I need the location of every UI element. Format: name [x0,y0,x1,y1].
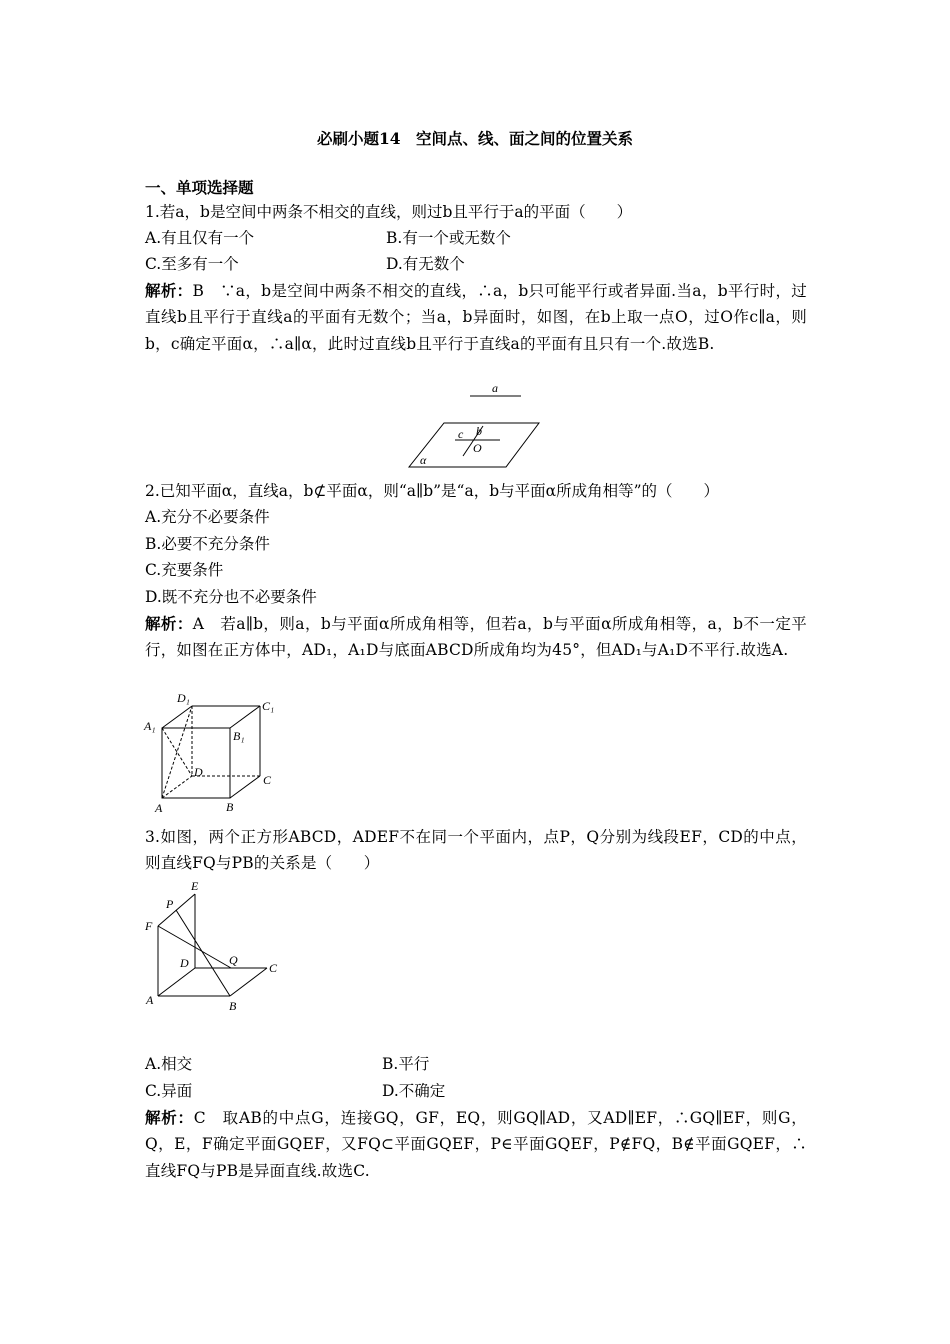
q3-figure [140,876,285,1018]
label-P: P [166,897,174,911]
label-alpha: α [420,453,427,467]
q3-solution-label: 解析： [145,1108,194,1127]
q1-option-a: A.有且仅有一个 [145,229,255,247]
label-Q: Q [229,953,238,967]
label-A: A [146,993,154,1007]
diagonal-A1D [162,728,192,776]
q1-option-d: D.有无数个 [386,255,465,273]
q2-solution [145,611,807,664]
label-B: B [226,800,234,814]
q2-option-b: B.必要不充分条件 [145,535,270,553]
label-C: C [263,773,272,787]
cube-hidden-edge [162,776,192,798]
q2-option-d: D.既不充分也不必要条件 [145,588,317,606]
label-a: a [492,381,498,395]
label-B1: B₁ [233,729,245,743]
diagonal-AD1 [162,706,192,798]
q1-stem: 1.若a，b是空间中两条不相交的直线，则过b且平行于a的平面（ ） [145,203,633,221]
label-c: c [458,427,464,441]
label-C1: C₁ [262,699,275,713]
q1-solution-label: 解析： [145,281,193,300]
label-B: B [229,999,237,1013]
edge-AD [158,968,195,996]
cube-front-face [162,728,230,798]
q1-solution [145,278,807,357]
q3-option-c: C.异面 [145,1082,193,1100]
q3-option-a: A.相交 [145,1055,193,1073]
q2-solution-label: 解析： [145,614,193,633]
cube-edge [162,706,192,728]
label-D1: D₁ [177,691,190,705]
label-A: A [155,801,163,815]
cube-edge [230,706,260,728]
label-F: F [145,919,153,933]
label-A1: A₁ [144,719,156,733]
label-E: E [191,879,199,893]
q3-option-b: B.平行 [382,1055,430,1073]
q2-stem: 2.已知平面α，直线a，b⊄平面α，则“a∥b”是“a，b与平面α所成角相等”的（ ） [145,482,720,500]
label-D: D [194,765,203,779]
cube-edge [230,776,260,798]
line-PB [176,910,230,996]
label-b: b [476,424,482,438]
q1-solution-text: B ∵a，b是空间中两条不相交的直线，∴a，b只可能平行或者异面.当a，b平行时，过直线b且平行于直线a的平面有无数个；当a，b异面时，如图，在b上取一点O，过O作c∥a，则b，c确定平面α，∴a∥α，此时过直线b且平行于直线a的平面有且只有一个.故选B. [145,282,807,353]
label-D: D [180,956,189,970]
q1-option-c: C.至多有一个 [145,255,239,273]
section-heading: 一、单项选择题 [145,178,254,197]
q3-solution [145,1105,807,1184]
q3-stem: 3.如图，两个正方形ABCD，ADEF不在同一个平面内，点P，Q分别为线段EF，CD的中点，则直线FQ与PB的关系是（ ） [145,828,807,873]
label-C: C [269,961,278,975]
q3-solution-text: C 取AB的中点G，连接GQ，GF，EQ，则GQ∥AD，又AD∥EF，∴GQ∥EF，则G，Q，E，F确定平面GQEF，又FQ⊂平面GQEF，P∈平面GQEF，P∉FQ，B∉平面GQEF，∴直线FQ与PB是异面直线.故选C. [145,1109,807,1180]
q3-option-d: D.不确定 [382,1082,446,1100]
edge-BC [230,968,267,996]
q2-option-a: A.充分不必要条件 [145,508,270,526]
q2-option-c: C.充要条件 [145,561,224,579]
q2-cube-figure [140,690,285,816]
q1-option-b: B.有一个或无数个 [386,229,511,247]
q1-figure [400,380,550,472]
label-O: O [473,441,482,455]
q2-solution-text: A 若a∥b，则a，b与平面α所成角相等，但若a，b与平面α所成角相等，a，b不一定平行，如图在正方体中，AD₁，A₁D与底面ABCD所成角均为45°，但AD₁与A₁D不平行.故选A. [145,615,807,660]
page-title: 必刷小题14 空间点、线、面之间的位置关系 [316,129,634,148]
